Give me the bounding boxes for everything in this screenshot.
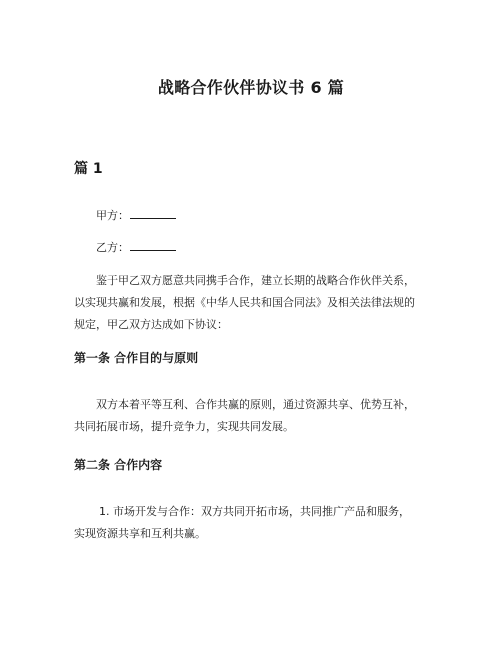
article-2-heading: 第二条 合作内容 — [74, 458, 163, 472]
party-b-blank — [130, 240, 176, 251]
section-heading: 篇 1 — [74, 161, 103, 177]
party-a-label: 甲方： — [96, 209, 129, 222]
document-title: 战略合作伙伴协议书 6 篇 — [157, 78, 345, 97]
party-b-label: 乙方： — [96, 241, 129, 254]
article-1-heading: 第一条 合作目的与原则 — [74, 351, 199, 365]
preamble-line: 以实现共赢和发展，根据《中华人民共和国合同法》及相关法律法规的 — [74, 296, 415, 309]
party-b-line — [74, 237, 440, 259]
article-2-item-1-line: 1. 市场开发与合作：双方共同开拓市场，共同推广产品和服务， — [99, 505, 410, 518]
article-1-line: 共同拓展市场，提升竞争力，实现共同发展。 — [74, 420, 294, 433]
preamble-paragraph — [74, 270, 440, 336]
article-2-item-1-line: 实现资源共享和互利共赢。 — [74, 527, 206, 540]
party-a-line — [74, 205, 440, 227]
party-a-blank — [130, 208, 176, 219]
preamble-line: 规定，甲乙双方达成如下协议： — [74, 318, 228, 331]
article-2-item-1 — [74, 501, 440, 545]
article-1-paragraph — [74, 394, 440, 438]
article-1-line: 双方本着平等互利、合作共赢的原则，通过资源共享、优势互补， — [96, 398, 415, 411]
preamble-line: 鉴于甲乙双方愿意共同携手合作，建立长期的战略合作伙伴关系， — [96, 274, 415, 287]
